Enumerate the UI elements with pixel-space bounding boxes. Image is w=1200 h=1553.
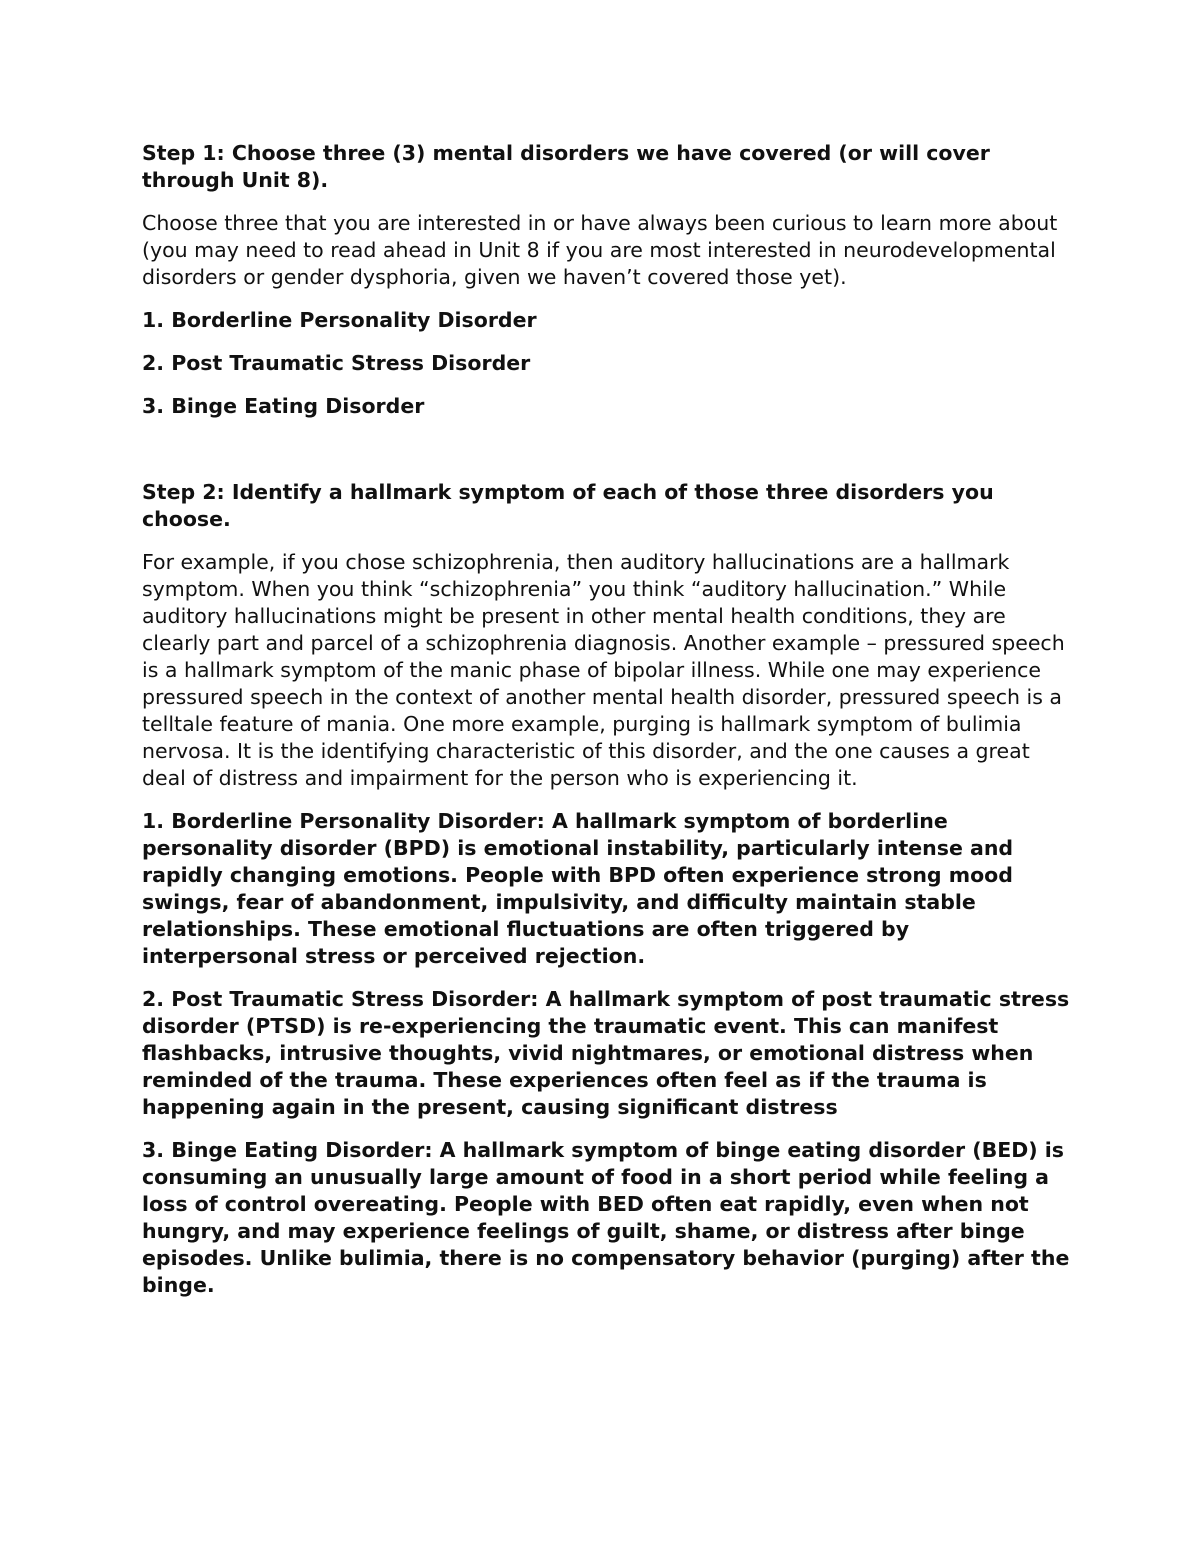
step1-instructions: Choose three that you are interested in or have always been curious to learn more about (you may need to read ahead in Unit 8 if you are most interested in neurodevelopmental disorders or gender dysphoria, given we haven’t covered those yet). [142,211,1058,289]
symptom-answer-2: 2. Post Traumatic Stress Disorder: A hallmark symptom of post traumatic stress disorder (PTSD) is re-experiencing the traumatic event. This can manifest flashbacks, intrusive thoughts, vivid nightmares, or emotional distress when reminded of the trauma. These experiences often feel as if the trauma is happening again in the present, causing significant distress [142,987,1070,1119]
symptom-answer-1: 1. Borderline Personality Disorder: A hallmark symptom of borderline personality disorder (BPD) is emotional instability, particularly intense and rapidly changing emotions. People with BPD often experience strong mood swings, fear of abandonment, impulsivity, and difficulty maintain stable relationships. These emotional fluctuations are often triggered by interpersonal stress or perceived rejection. [142,809,1014,968]
disorder-item-2: 2. Post Traumatic Stress Disorder [142,351,531,375]
disorder-item-3: 3. Binge Eating Disorder [142,394,425,418]
step2-heading: Step 2: Identify a hallmark symptom of each of those three disorders you choose. [142,480,994,531]
step1-heading: Step 1: Choose three (3) mental disorders we have covered (or will cover through Unit 8). [142,141,990,192]
disorder-item-1: 1. Borderline Personality Disorder [142,308,537,332]
section-spacer [142,436,1072,479]
symptom-answer-3: 3. Binge Eating Disorder: A hallmark symptom of binge eating disorder (BED) is consuming an unusually large amount of food in a short period while feeling a loss of control overeating. People with BED often eat rapidly, even when not hungry, and may experience feelings of guilt, shame, or distress after binge episodes. Unlike bulimia, there is no compensatory behavior (purging) after the binge. [142,1138,1070,1297]
step2-instructions: For example, if you chose schizophrenia, then auditory hallucinations are a hallmark symptom. When you think “schizophrenia” you think “auditory hallucination.” While auditory hallucinations might be present in other mental health conditions, they are clearly part and parcel of a schizophrenia diagnosis. Another example – pressured speech is a hallmark symptom of the manic phase of bipolar illness. While one may experience pressured speech in the context of another mental health disorder, pressured speech is a telltale feature of mania. One more example, purging is hallmark symptom of bulimia nervosa. It is the identifying characteristic of this disorder, and the one causes a great deal of distress and impairment for the person who is experiencing it. [142,550,1065,790]
document-body [142,140,1072,1315]
